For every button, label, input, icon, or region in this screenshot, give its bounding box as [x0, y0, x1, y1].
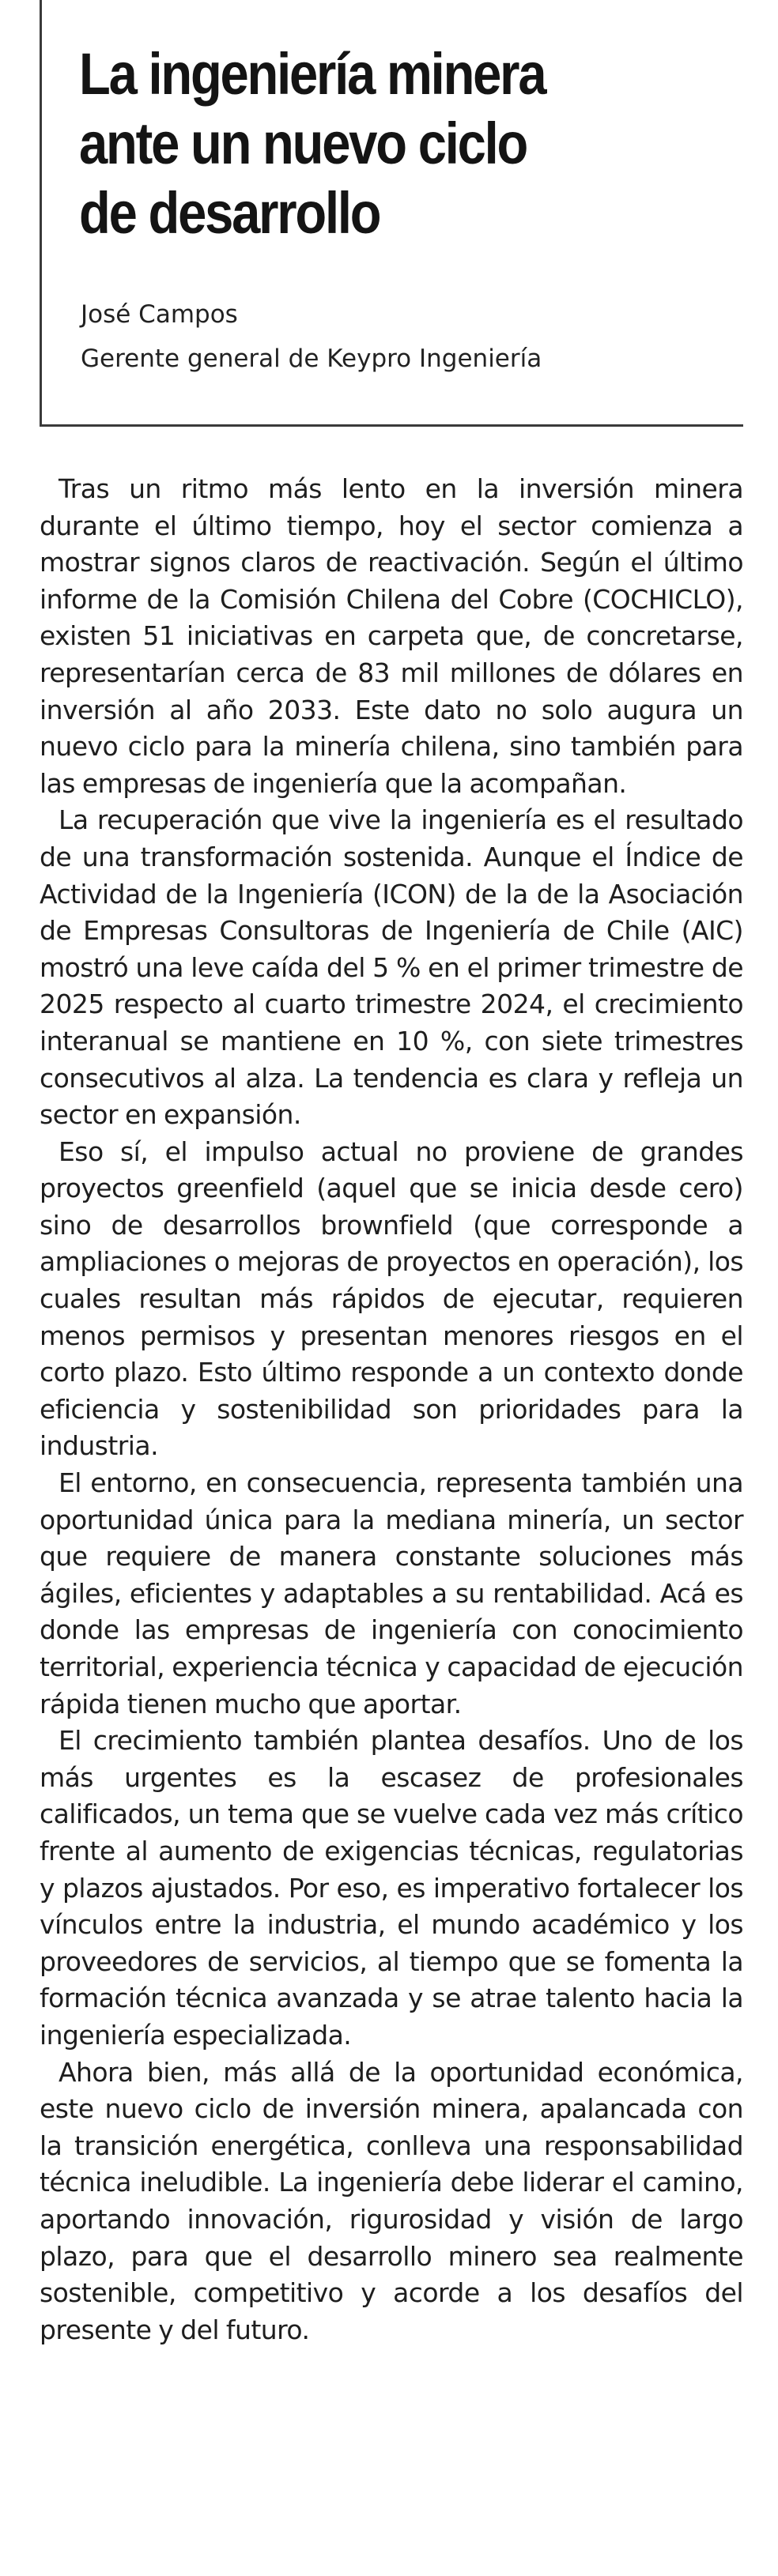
paragraph: La recuperación que vive la ingeniería es el resultado de una transformación sostenida. Aunque el Índice de Actividad de la Ingeniería (ICON) de la de la Asociación de Empresas Consultoras de Ingeniería de Chile (AIC) mostró una leve caída del 5 % en el primer trimestre de 2025 respecto al cuarto trimestre 2024, el crecimiento interanual se mantiene en 10 %, con siete trimestres consecutivos al alza. La tendencia es clara y refleja un sector en expansión. [40, 804, 743, 1131]
author-role: Gerente general de Keypro Ingeniería [81, 345, 542, 373]
paragraph: Tras un ritmo más lento en la inversión minera durante el último tiempo, hoy el sector comienza a mostrar signos claros de reactivación. Según el último informe de la Comisión Chilena del Cobre (COCHICLO), existen 51 iniciativas en carpeta que, de concretarse, representarían cerca de 83 mil millones de dólares en inversión al año 2033. Este dato no solo augura un nuevo ciclo para la minería chilena, sino también para las empresas de ingeniería que la acompañan. [40, 473, 743, 799]
paragraph: Eso sí, el impulso actual no proviene de grandes proyectos greenfield (aquel que se inicia desde cero) sino de desarrollos brownfield (que corresponde a ampliaciones o mejoras de proyectos en operación), los cuales resultan más rápidos de ejecutar, requieren menos permisos y presentan menores riesgos en el corto plazo. Esto último responde a un contexto donde eficiencia y sostenibilidad son prioridades para la industria. [40, 1135, 743, 1462]
title-line: La ingeniería minera [79, 41, 546, 107]
paragraph: Ahora bien, más allá de la oportunidad económica, este nuevo ciclo de inversión minera, apalancada con la transición energética, conlleva una responsabilidad técnica ineludible. La ingeniería debe liderar el camino, aportando innovación, rigurosidad y visión de largo plazo, para que el desarrollo minero sea realmente sostenible, competitivo y acorde a los desafíos del presente y del futuro. [40, 2056, 743, 2345]
title-line: ante un nuevo ciclo [79, 111, 527, 176]
author-name: José Campos [81, 300, 238, 329]
paragraph: El entorno, en consecuencia, representa también una oportunidad única para la mediana minería, un sector que requiere de manera constante soluciones más ágiles, eficientes y adaptables a su rentabilidad. Acá es donde las empresas de ingeniería con conocimiento territorial, experiencia técnica y capacidad de ejecución rápida tienen mucho que aportar. [40, 1467, 743, 1719]
byline [81, 292, 729, 381]
paragraph: El crecimiento también plantea desafíos. Uno de los más urgentes es la escasez de profesionales calificados, un tema que se vuelve cada vez más crítico frente al aumento de exigencias técnicas, regulatorias y plazos ajustados. Por eso, es imperativo fortalecer los vínculos entre la industria, el mundo académico y los proveedores de servicios, al tiempo que se fomenta la formación técnica avanzada y se atrae talento hacia la ingeniería especializada. [40, 1725, 743, 2051]
title-line: de desarrollo [79, 180, 380, 246]
article-body [40, 471, 743, 2348]
article-title [79, 40, 650, 248]
